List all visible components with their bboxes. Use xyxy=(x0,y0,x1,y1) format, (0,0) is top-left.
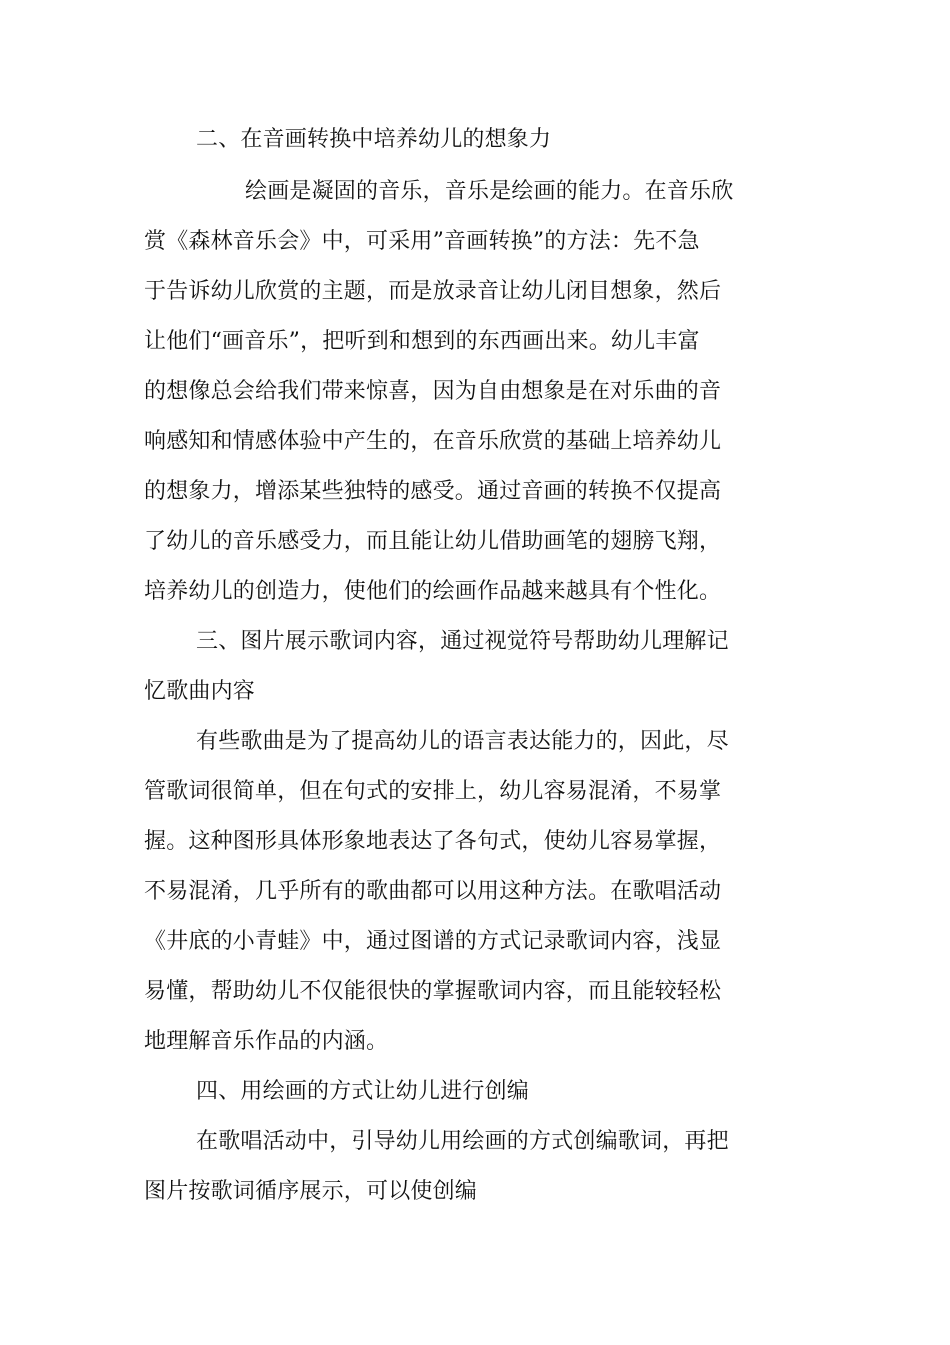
paragraph-line: 在歌唱活动中，引导幼儿用绘画的方式创编歌词，再把 xyxy=(196,1129,729,1154)
paragraph-line: 握。这种图形具体形象地表达了各句式，使幼儿容易掌握， xyxy=(144,829,722,854)
section-heading-3-cont: 忆歌曲内容 xyxy=(144,679,256,704)
section-heading-4: 四、用绘画的方式让幼儿进行创编 xyxy=(196,1079,530,1104)
paragraph-line: 了幼儿的音乐感受力，而且能让幼儿借助画笔的翅膀飞翔， xyxy=(144,529,722,554)
paragraph-line: 响感知和情感体验中产生的，在音乐欣赏的基础上培养幼儿 xyxy=(144,429,722,454)
paragraph-line: 地理解音乐作品的内涵。 xyxy=(144,1029,389,1054)
paragraph-line: 让他们“画音乐”，把听到和想到的东西画出来。幼儿丰富 xyxy=(144,329,700,354)
paragraph-line: 赏《森林音乐会》中，可采用”音画转换”的方法：先不急 xyxy=(144,229,700,254)
paragraph-line: 的想像总会给我们带来惊喜，因为自由想象是在对乐曲的音 xyxy=(144,379,722,404)
paragraph-line: 管歌词很简单，但在句式的安排上，幼儿容易混淆，不易掌 xyxy=(144,779,722,804)
paragraph-line: 不易混淆，几乎所有的歌曲都可以用这种方法。在歌唱活动 xyxy=(144,879,722,904)
section-heading-3: 三、图片展示歌词内容，通过视觉符号帮助幼儿理解记 xyxy=(196,629,729,654)
paragraph-line: 《井底的小青蛙》中，通过图谱的方式记录歌词内容，浅显 xyxy=(144,929,722,954)
paragraph-line: 绘画是凝固的音乐，音乐是绘画的能力。在音乐欣 xyxy=(245,179,734,204)
paragraph-line: 易懂，帮助幼儿不仅能很快的掌握歌词内容，而且能较轻松 xyxy=(144,979,722,1004)
paragraph-line: 有些歌曲是为了提高幼儿的语言表达能力的，因此，尽 xyxy=(196,729,729,754)
paragraph-line: 于告诉幼儿欣赏的主题，而是放录音让幼儿闭目想象，然后 xyxy=(144,279,722,304)
paragraph-line: 培养幼儿的创造力，使他们的绘画作品越来越具有个性化。 xyxy=(144,579,722,604)
paragraph-line: 图片按歌词循序展示，可以使创编 xyxy=(144,1179,478,1204)
section-heading-2: 二、在音画转换中培养幼儿的想象力 xyxy=(196,127,552,152)
paragraph-line: 的想象力，增添某些独特的感受。通过音画的转换不仅提高 xyxy=(144,479,722,504)
